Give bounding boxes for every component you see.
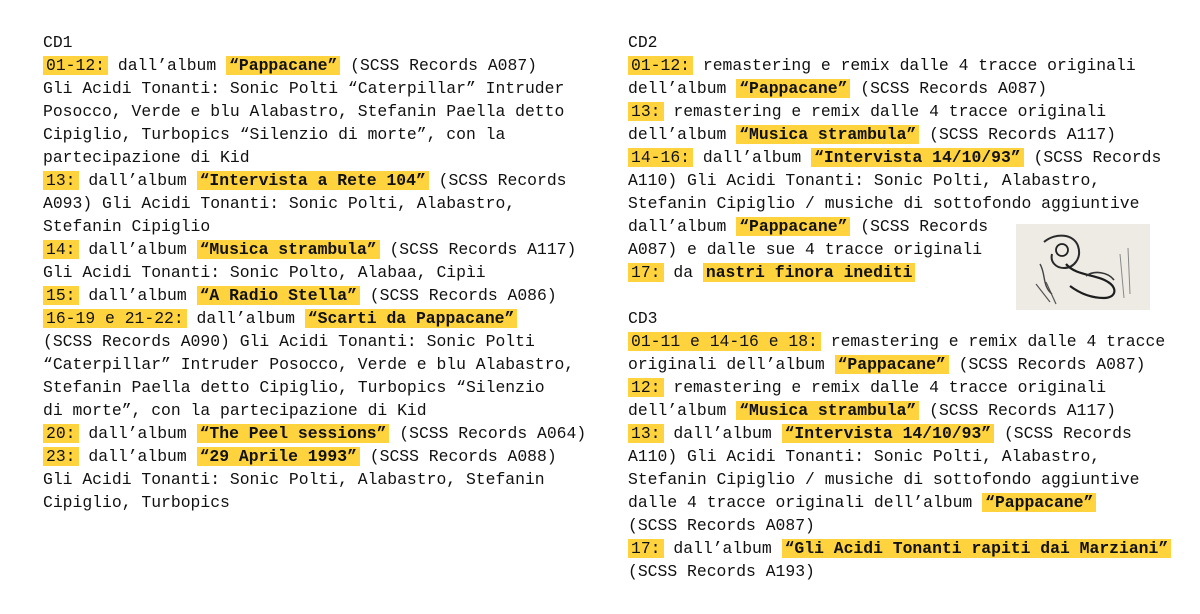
track-text: Gli Acidi Tonanti: Sonic Polti “Caterpillar” Intruder <box>43 79 565 98</box>
track-number-highlight: 17: <box>628 539 664 558</box>
track-text: dall’album <box>186 309 305 328</box>
cd3-title: CD3 <box>628 309 658 328</box>
track-line <box>628 192 1173 215</box>
track-text: (SCSS Records A086) <box>359 286 557 305</box>
ink-sketch-illustration <box>1016 224 1150 310</box>
track-text: (SCSS Records <box>1023 148 1162 167</box>
track-text: A110) Gli Acidi Tonanti: Sonic Polti, Alabastro, <box>628 447 1101 466</box>
track-text: remastering e remix dalle 4 tracce <box>820 332 1166 351</box>
track-text: (SCSS Records A117) <box>919 125 1116 144</box>
track-text: (SCSS Records A087) <box>340 56 538 75</box>
track-number-highlight: 15: <box>43 286 79 305</box>
track-number-highlight: 01-11 e 14-16 e 18: <box>628 332 821 351</box>
track-text: dall’album <box>78 171 197 190</box>
track-text: (SCSS Records A064) <box>389 424 587 443</box>
track-line <box>43 399 583 422</box>
track-line <box>43 192 583 215</box>
track-text: Posocco, Verde e blu Alabastro, Stefanin Paella detto <box>43 102 565 121</box>
track-line <box>43 261 583 284</box>
track-text: di morte”, con la partecipazione di Kid <box>43 401 427 420</box>
cd1-tracklist <box>43 54 587 514</box>
track-line <box>628 514 1173 537</box>
track-line <box>628 100 1173 123</box>
album-title-highlight: “Pappacane” <box>835 355 949 374</box>
track-number-highlight: 13: <box>628 424 664 443</box>
track-text: remastering e remix dalle 4 tracce originali <box>663 102 1107 121</box>
track-text: dall’album <box>108 56 227 75</box>
track-number-highlight: 12: <box>628 378 664 397</box>
track-text: dall’album <box>663 539 782 558</box>
track-line <box>43 445 583 468</box>
track-line <box>43 77 583 100</box>
album-title-highlight: “Pappacane” <box>226 56 340 75</box>
track-line <box>628 445 1173 468</box>
album-title-highlight: “Pappacane” <box>736 217 850 236</box>
track-text: (SCSS Records A117) <box>919 401 1116 420</box>
track-text: “Caterpillar” Intruder Posocco, Verde e blu Alabastro, <box>43 355 575 374</box>
track-line <box>628 468 1173 491</box>
track-line <box>628 537 1173 560</box>
track-line <box>43 376 583 399</box>
album-title-highlight: nastri finora inediti <box>703 263 916 282</box>
track-line <box>43 353 583 376</box>
track-number-highlight: 01-12: <box>628 56 693 75</box>
cd1-title: CD1 <box>43 33 73 52</box>
track-text: Stefanin Cipiglio <box>43 217 211 236</box>
track-text: (SCSS Records A117) <box>379 240 577 259</box>
track-line <box>43 491 583 514</box>
track-text: (SCSS Records A087) <box>850 79 1048 98</box>
track-line <box>628 146 1173 169</box>
track-text: dell’album <box>628 401 737 420</box>
track-number-highlight: 13: <box>628 102 664 121</box>
track-text: Stefanin Cipiglio / musiche di sottofondo aggiuntive <box>628 194 1140 213</box>
track-line <box>628 491 1173 514</box>
album-title-highlight: “A Radio Stella” <box>197 286 360 305</box>
track-text: remastering e remix dalle 4 tracce originali <box>663 378 1107 397</box>
track-line <box>628 169 1173 192</box>
album-title-highlight: “Pappacane” <box>736 79 850 98</box>
track-text: (SCSS Records A193) <box>628 562 815 581</box>
album-title-highlight: “Musica strambula” <box>736 125 919 144</box>
track-line <box>43 123 583 146</box>
track-text: dell’album <box>628 125 737 144</box>
cd1-column <box>43 31 587 514</box>
album-title-highlight: “Intervista 14/10/93” <box>811 148 1024 167</box>
track-text: Cipiglio, Turbopics “Silenzio di morte”, con la <box>43 125 506 144</box>
track-line <box>628 399 1173 422</box>
track-text: A093) Gli Acidi Tonanti: Sonic Polti, Alabastro, <box>43 194 516 213</box>
track-line <box>43 307 583 330</box>
track-line <box>628 77 1173 100</box>
track-number-highlight: 14: <box>43 240 79 259</box>
track-text: dalle 4 tracce originali dell’album <box>628 493 983 512</box>
album-title-highlight: “Musica strambula” <box>197 240 380 259</box>
track-text: A087) e dalle sue 4 tracce originali <box>628 240 983 259</box>
track-number-highlight: 01-12: <box>43 56 108 75</box>
track-line <box>628 422 1173 445</box>
track-text: dall’album <box>78 286 197 305</box>
track-text: partecipazione di Kid <box>43 148 250 167</box>
track-text: dall’album <box>78 424 197 443</box>
track-text: da <box>663 263 703 282</box>
track-number-highlight: 16-19 e 21-22: <box>43 309 187 328</box>
track-line <box>628 353 1173 376</box>
track-number-highlight: 23: <box>43 447 79 466</box>
track-text: (SCSS Records A087) <box>948 355 1146 374</box>
album-title-highlight: “The Peel sessions” <box>197 424 390 443</box>
track-line <box>43 422 587 445</box>
track-text: (SCSS Records A088) <box>359 447 557 466</box>
sketch-drawing <box>1016 224 1150 310</box>
track-line <box>43 169 583 192</box>
track-text: (SCSS Records A090) Gli Acidi Tonanti: Sonic Polti <box>43 332 535 351</box>
album-title-highlight: “Pappacane” <box>982 493 1096 512</box>
cd2-title: CD2 <box>628 33 658 52</box>
track-text: dall’album <box>78 240 197 259</box>
track-text: dell’album <box>628 79 737 98</box>
track-text: (SCSS Records <box>850 217 989 236</box>
track-text: (SCSS Records <box>428 171 567 190</box>
track-number-highlight: 13: <box>43 171 79 190</box>
track-text: dall’album <box>78 447 197 466</box>
track-text: dall’album <box>663 424 782 443</box>
track-line <box>628 54 1173 77</box>
track-text: A110) Gli Acidi Tonanti: Sonic Polti, Alabastro, <box>628 171 1101 190</box>
album-title-highlight: “Intervista a Rete 104” <box>197 171 429 190</box>
track-line <box>43 100 583 123</box>
track-number-highlight: 17: <box>628 263 664 282</box>
track-line <box>43 330 583 353</box>
track-number-highlight: 20: <box>43 424 79 443</box>
track-text: Stefanin Paella detto Cipiglio, Turbopics “Silenzio <box>43 378 545 397</box>
track-line <box>43 146 583 169</box>
track-line <box>43 284 583 307</box>
track-line <box>628 330 1173 353</box>
album-title-highlight: “Musica strambula” <box>736 401 919 420</box>
track-text: Gli Acidi Tonanti: Sonic Polto, Alabaa, Cipìi <box>43 263 486 282</box>
album-title-highlight: “Scarti da Pappacane” <box>305 309 518 328</box>
track-line <box>628 560 1173 583</box>
track-line <box>628 123 1173 146</box>
album-title-highlight: “Gli Acidi Tonanti rapiti dai Marziani” <box>782 539 1172 558</box>
track-text: (SCSS Records <box>994 424 1132 443</box>
track-text: Stefanin Cipiglio / musiche di sottofondo aggiuntive <box>628 470 1140 489</box>
album-title-highlight: “Intervista 14/10/93” <box>782 424 995 443</box>
track-text: Gli Acidi Tonanti: Sonic Polti, Alabastro, Stefanin <box>43 470 545 489</box>
track-text: dall’album <box>628 217 737 236</box>
track-line <box>43 468 583 491</box>
album-title-highlight: “29 Aprile 1993” <box>197 447 360 466</box>
cd3-tracklist <box>628 330 1173 583</box>
track-line <box>628 376 1173 399</box>
track-line <box>43 54 583 77</box>
track-text: originali dell’album <box>628 355 835 374</box>
track-text: Cipiglio, Turbopics <box>43 493 230 512</box>
track-text: (SCSS Records A087) <box>628 516 815 535</box>
track-line <box>43 215 583 238</box>
track-text: dall’album <box>693 148 812 167</box>
track-line <box>43 238 583 261</box>
track-number-highlight: 14-16: <box>628 148 693 167</box>
track-text: remastering e remix dalle 4 tracce originali <box>693 56 1136 75</box>
